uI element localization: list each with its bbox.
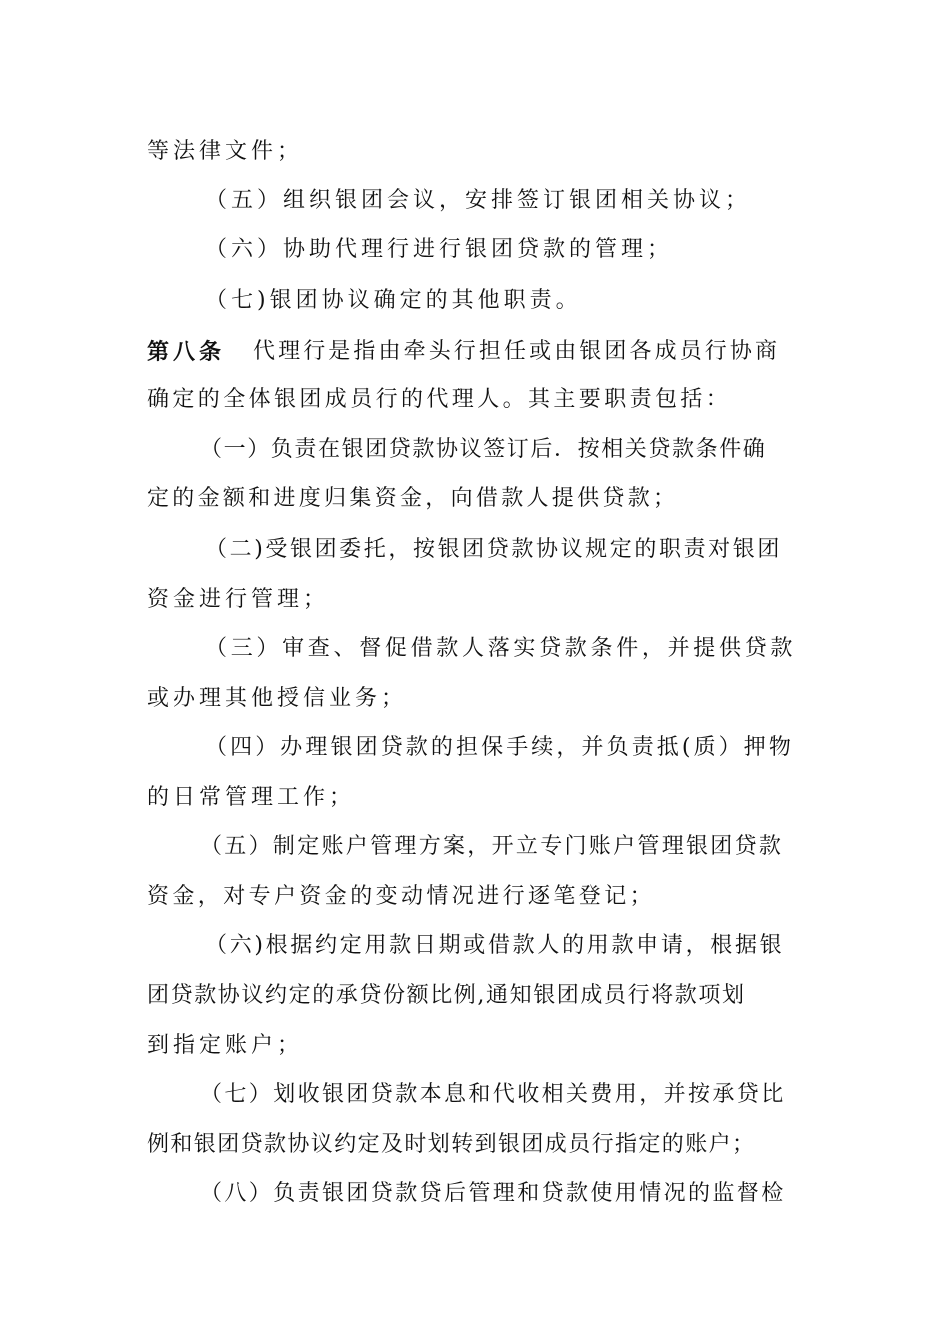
- text-line: 资金进行管理；: [147, 587, 330, 612]
- text-line: 定的金额和进度归集资金，向借款人提供贷款；: [147, 486, 679, 511]
- text-line: （二)受银团委托，按银团贷款协议规定的职责对银团: [205, 537, 782, 562]
- text-line: （六）协助代理行进行银团贷款的管理；: [205, 237, 674, 262]
- text-line: 团贷款协议约定的承贷份额比例,通知银团成员行将款项划: [147, 983, 746, 1008]
- text-line: （八）负责银团贷款贷后管理和贷款使用情况的监督检: [200, 1181, 786, 1206]
- text-line: （四）办理银团贷款的担保手续，并负责抵(质）押物: [205, 735, 794, 760]
- text-line: （七)银团协议确定的其他职责。: [205, 288, 582, 313]
- text-line: （七）划收银团贷款本息和代收相关费用，并按承贷比: [200, 1082, 786, 1107]
- text-line: （三）审查、督促借款人落实贷款条件，并提供贷款: [205, 636, 797, 661]
- text-line: （六)根据约定用款日期或借款人的用款申请，根据银: [205, 933, 785, 958]
- text-line: 例和银团贷款协议约定及时划转到银团成员行指定的账户；: [147, 1132, 756, 1157]
- text-line: 资金，对专户资金的变动情况进行逐笔登记；: [147, 884, 656, 909]
- text-line: 确定的全体银团成员行的代理人。其主要职责包括：: [147, 387, 732, 412]
- text-line: 等法律文件；: [147, 139, 304, 164]
- text-line: 或办理其他授信业务；: [147, 686, 408, 711]
- text-line: （五）组织银团会议，安排签订银团相关协议；: [205, 188, 752, 213]
- text-line: 代理行是指由牵头行担任或由银团各成员行协商: [253, 339, 781, 364]
- text-line: （五）制定账户管理方案，开立专门账户管理银团贷款: [200, 834, 784, 859]
- text-line: 的日常管理工作；: [147, 785, 356, 810]
- text-line: （一）负责在银团贷款协议签订后．按相关贷款条件确: [200, 437, 767, 462]
- article-heading: 第八条: [147, 339, 226, 365]
- text-line: 到指定账户；: [147, 1033, 304, 1058]
